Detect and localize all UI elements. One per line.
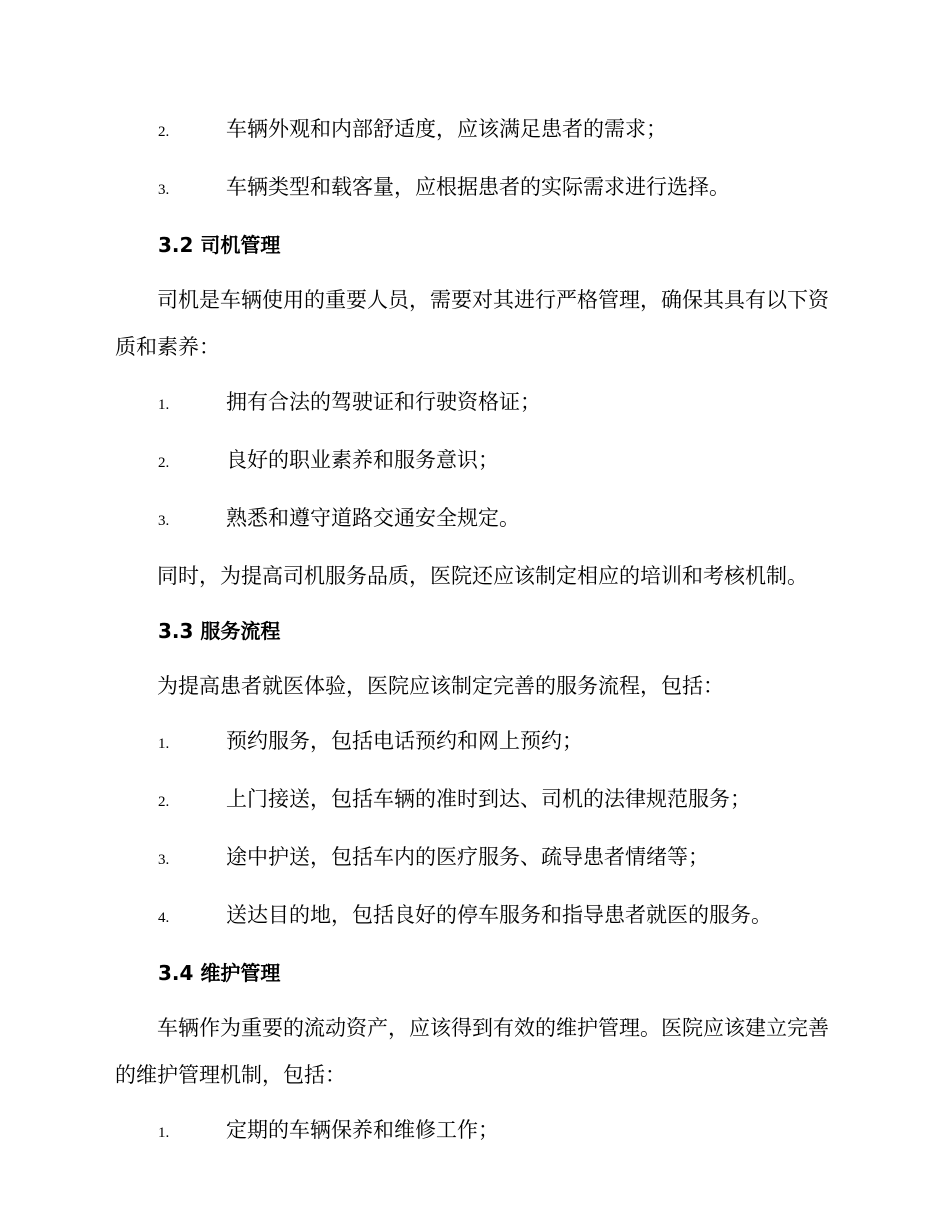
list-item bbox=[115, 491, 835, 549]
list-text: 车辆外观和内部舒适度，应该满足患者的需求； bbox=[226, 117, 667, 141]
list-number: 1. bbox=[158, 1125, 170, 1141]
list-item bbox=[115, 830, 835, 888]
paragraph: 车辆作为重要的流动资产，应该得到有效的维护管理。医院应该建立完善的维护管理机制，包括： bbox=[115, 1016, 829, 1087]
list-number: 1. bbox=[158, 397, 170, 413]
list-text: 良好的职业素养和服务意识； bbox=[226, 448, 499, 472]
list-text: 上门接送，包括车辆的准时到达、司机的法律规范服务； bbox=[226, 787, 751, 811]
paragraph: 司机是车辆使用的重要人员，需要对其进行严格管理，确保其具有以下资质和素养： bbox=[115, 288, 829, 359]
paragraph: 为提高患者就医体验，医院应该制定完善的服务流程，包括： bbox=[157, 674, 724, 698]
list-number: 4. bbox=[158, 910, 170, 926]
vehicle-requirements-list bbox=[115, 102, 835, 218]
list-text: 定期的车辆保养和维修工作； bbox=[226, 1118, 499, 1142]
list-item bbox=[115, 888, 835, 946]
list-item bbox=[115, 433, 835, 491]
list-item bbox=[115, 714, 835, 772]
list-text: 车辆类型和载客量，应根据患者的实际需求进行选择。 bbox=[226, 175, 730, 199]
section-heading: 3.2 司机管理 bbox=[158, 233, 281, 257]
list-number: 3. bbox=[158, 852, 170, 868]
section-3-3 bbox=[115, 604, 835, 946]
section-heading: 3.4 维护管理 bbox=[158, 961, 281, 985]
list-item bbox=[115, 375, 835, 433]
list-text: 途中护送，包括车内的医疗服务、疏导患者情绪等； bbox=[226, 845, 709, 869]
list-text: 拥有合法的驾驶证和行驶资格证； bbox=[226, 390, 541, 414]
list-number: 1. bbox=[158, 736, 170, 752]
list-number: 2. bbox=[158, 124, 170, 140]
list-item bbox=[115, 1103, 835, 1161]
list-item bbox=[115, 772, 835, 830]
section-3-4 bbox=[115, 946, 835, 1161]
list-number: 2. bbox=[158, 794, 170, 810]
list-number: 2. bbox=[158, 455, 170, 471]
list-text: 预约服务，包括电话预约和网上预约； bbox=[226, 729, 583, 753]
list-text: 熟悉和遵守道路交通安全规定。 bbox=[226, 506, 520, 530]
list-text: 送达目的地，包括良好的停车服务和指导患者就医的服务。 bbox=[226, 903, 772, 927]
list-number: 3. bbox=[158, 182, 170, 198]
paragraph: 同时，为提高司机服务品质，医院还应该制定相应的培训和考核机制。 bbox=[157, 564, 808, 588]
list-item bbox=[115, 102, 835, 160]
list-number: 3. bbox=[158, 513, 170, 529]
section-heading: 3.3 服务流程 bbox=[158, 619, 281, 643]
list-item bbox=[115, 160, 835, 218]
section-3-2 bbox=[115, 218, 835, 604]
